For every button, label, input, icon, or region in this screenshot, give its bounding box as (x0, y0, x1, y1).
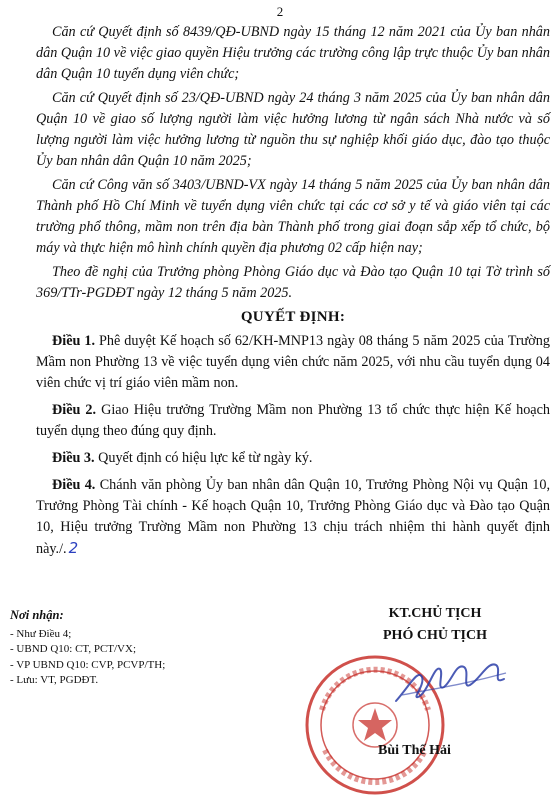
recipient-item: - Như Điều 4; (10, 627, 72, 640)
legal-basis-4: Theo đề nghị của Trưởng phòng Phòng Giáo dục và Đào tạo Quận 10 tại Tờ trình số 369/TTr-PGDĐT ngày 12 tháng 5 năm 2025. (36, 264, 550, 301)
handwritten-mark: 2 (68, 539, 79, 557)
legal-basis-3: Căn cứ Công văn số 3403/UBND-VX ngày 14 tháng 5 năm 2025 của Ủy ban nhân dân Thành phố Hồ Chí Minh về tuyển dụng viên chức tại các cơ sở y tế và giáo viên tại các trường phổ thông, mầm non trên địa bàn Thành phố trong giai đoạn sắp xếp tổ chức, bộ máy và thực hiện mô hình chính quyền địa phương 02 cấp hiện nay; (36, 177, 550, 256)
decision-heading: QUYẾT ĐỊNH: (240, 309, 346, 325)
article-4 (36, 475, 550, 560)
signer-title-1: KT.CHỦ TỊCH (388, 606, 482, 621)
article-1-text: Phê duyệt Kế hoạch số 62/KH-MNP13 ngày 08 tháng 5 năm 2025 của Trường Mầm non Phường 13 về việc tuyển dụng viên chức năm 2025, với nhu cầu tuyển dụng 04 viên chức vị trí giáo viên mầm non. (36, 333, 550, 391)
article-3 (36, 448, 550, 469)
recipient-item: - Lưu: VT, PGDĐT. (10, 674, 99, 686)
legal-basis-2: Căn cứ Quyết định số 23/QĐ-UBND ngày 24 tháng 3 năm 2025 của Ủy ban nhân dân Quận 10 về giao số lượng người làm việc hưởng lương từ ngân sách Nhà nước và số lượng người làm việc hưởng lương từ nguồn thu sự nghiệp khối giáo dục, đào tạo thuộc Ủy ban nhân dân Quận 10 năm 2025; (36, 90, 550, 169)
article-3-text: Quyết định có hiệu lực kể từ ngày ký. (98, 450, 313, 466)
recipient-item: - VP UBND Q10: CVP, PCVP/TH; (10, 658, 166, 671)
document-body (36, 22, 550, 566)
page-number: 2 (276, 4, 284, 19)
article-4-text: Chánh văn phòng Ủy ban nhân dân Quận 10, Trưởng Phòng Nội vụ Quận 10, Trưởng Phòng Tài chính - Kế hoạch Quận 10, Trưởng Phòng Giáo dục và Đào tạo Quận 10, Hiệu trưởng Trường Mầm non Phường 13 chịu trách nhiệm thi hành quyết định này./. (36, 477, 551, 557)
handwritten-signature (392, 655, 512, 710)
article-2-label: Điều 2. (52, 402, 97, 418)
article-2-text: Giao Hiệu trưởng Trường Mầm non Phường 13 tổ chức thực hiện Kế hoạch tuyển dụng theo đúng quy định. (36, 402, 550, 439)
signer-name: Bùi Thế Hải (378, 743, 451, 758)
article-2 (36, 400, 550, 442)
recipients-block (10, 608, 240, 689)
signer-title-2: PHÓ CHỦ TỊCH (383, 628, 487, 643)
article-3-label: Điều 3. (52, 450, 95, 466)
recipients-title: Nơi nhận: (10, 608, 64, 622)
recipient-item: - UBND Q10: CT, PCT/VX; (10, 643, 136, 655)
article-1 (36, 331, 550, 394)
signer-block (340, 603, 530, 647)
legal-basis-1: Căn cứ Quyết định số 8439/QĐ-UBND ngày 15 tháng 12 năm 2021 của Ủy ban nhân dân Quận 10 về việc giao quyền Hiệu trưởng các trường công lập trực thuộc Ủy ban nhân dân Quận 10 tuyển dụng viên chức; (36, 24, 550, 82)
article-4-label: Điều 4. (52, 477, 96, 493)
article-1-label: Điều 1. (52, 333, 96, 349)
